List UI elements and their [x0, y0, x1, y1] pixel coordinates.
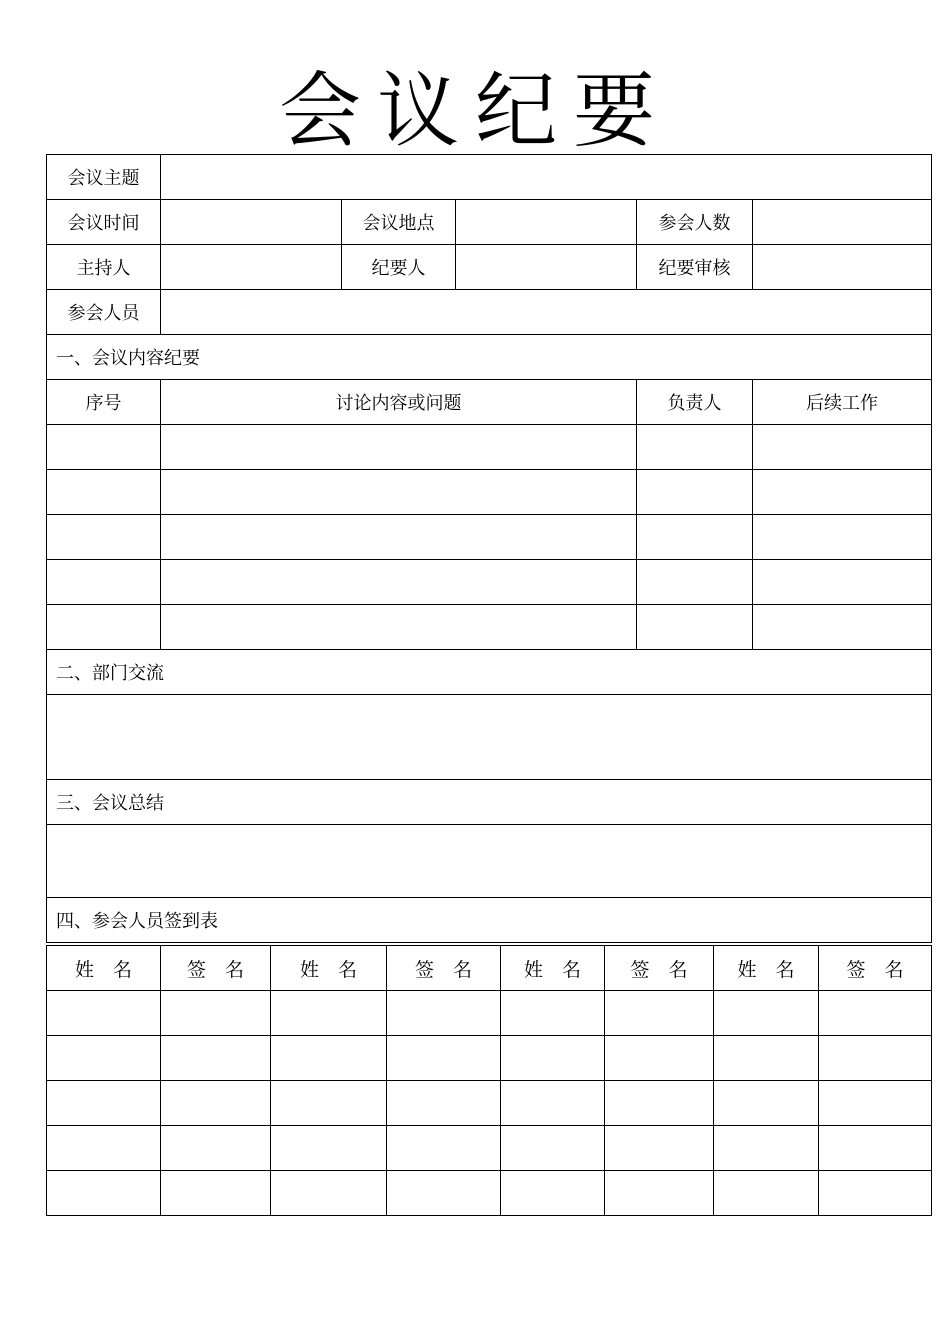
column-header-signature: 签 名	[605, 946, 714, 991]
recorder-label: 纪要人	[342, 245, 456, 290]
name-cell[interactable]	[271, 1171, 387, 1216]
name-cell[interactable]	[714, 1081, 819, 1126]
signature-cell[interactable]	[605, 1081, 714, 1126]
name-cell[interactable]	[501, 1081, 605, 1126]
section3-heading-row	[47, 780, 932, 825]
section3-content-row	[47, 825, 932, 898]
signature-cell[interactable]	[387, 1036, 501, 1081]
signature-cell[interactable]	[605, 1171, 714, 1216]
document-title: 会议纪要	[278, 64, 671, 159]
table-row	[47, 470, 932, 515]
name-cell[interactable]	[714, 1171, 819, 1216]
signature-cell[interactable]	[605, 1036, 714, 1081]
cell-followup[interactable]	[753, 470, 932, 515]
name-cell[interactable]	[501, 991, 605, 1036]
column-header-number: 序号	[47, 380, 161, 425]
section2-heading: 二、部门交流	[47, 650, 932, 695]
location-label: 会议地点	[342, 200, 456, 245]
topic-row	[47, 155, 932, 200]
attendees-field[interactable]	[161, 290, 932, 335]
signature-cell[interactable]	[605, 1126, 714, 1171]
name-cell[interactable]	[47, 991, 161, 1036]
signature-cell[interactable]	[819, 1126, 932, 1171]
time-label: 会议时间	[47, 200, 161, 245]
cell-followup[interactable]	[753, 425, 932, 470]
name-cell[interactable]	[271, 991, 387, 1036]
cell-followup[interactable]	[753, 605, 932, 650]
host-field[interactable]	[161, 245, 342, 290]
topic-field[interactable]	[161, 155, 932, 200]
cell-number[interactable]	[47, 605, 161, 650]
section4-heading: 四、参会人员签到表	[47, 898, 932, 943]
attendee-count-field[interactable]	[753, 200, 932, 245]
name-cell[interactable]	[714, 991, 819, 1036]
time-location-row	[47, 200, 932, 245]
cell-owner[interactable]	[637, 515, 753, 560]
meeting-summary-field[interactable]	[47, 825, 932, 898]
column-header-topic: 讨论内容或问题	[161, 380, 637, 425]
column-header-followup: 后续工作	[753, 380, 932, 425]
section1-heading-row	[47, 335, 932, 380]
signature-cell[interactable]	[819, 1036, 932, 1081]
signature-cell[interactable]	[387, 1126, 501, 1171]
reviewer-field[interactable]	[753, 245, 932, 290]
cell-owner[interactable]	[637, 425, 753, 470]
name-cell[interactable]	[271, 1081, 387, 1126]
signature-cell[interactable]	[605, 991, 714, 1036]
name-cell[interactable]	[47, 1036, 161, 1081]
sign-in-sheet	[46, 945, 932, 1216]
section1-header-row	[47, 380, 932, 425]
signature-cell[interactable]	[161, 991, 271, 1036]
table-row	[47, 1081, 932, 1126]
signature-cell[interactable]	[161, 1126, 271, 1171]
attendee-count-label: 参会人数	[637, 200, 753, 245]
cell-owner[interactable]	[637, 470, 753, 515]
signature-cell[interactable]	[387, 1081, 501, 1126]
sign-in-header-row	[47, 946, 932, 991]
location-field[interactable]	[456, 200, 637, 245]
host-recorder-row	[47, 245, 932, 290]
cell-topic[interactable]	[161, 560, 637, 605]
topic-label: 会议主题	[47, 155, 161, 200]
table-row	[47, 425, 932, 470]
table-row	[47, 991, 932, 1036]
cell-owner[interactable]	[637, 605, 753, 650]
name-cell[interactable]	[47, 1126, 161, 1171]
cell-owner[interactable]	[637, 560, 753, 605]
cell-topic[interactable]	[161, 515, 637, 560]
name-cell[interactable]	[47, 1081, 161, 1126]
signature-cell[interactable]	[819, 1081, 932, 1126]
name-cell[interactable]	[501, 1126, 605, 1171]
signature-cell[interactable]	[819, 991, 932, 1036]
section3-heading: 三、会议总结	[47, 780, 932, 825]
department-exchange-field[interactable]	[47, 695, 932, 780]
name-cell[interactable]	[271, 1036, 387, 1081]
name-cell[interactable]	[47, 1171, 161, 1216]
time-field[interactable]	[161, 200, 342, 245]
signature-cell[interactable]	[161, 1171, 271, 1216]
signature-cell[interactable]	[819, 1171, 932, 1216]
column-header-name: 姓 名	[714, 946, 819, 991]
section4-heading-row	[47, 898, 932, 943]
table-row	[47, 1036, 932, 1081]
cell-number[interactable]	[47, 560, 161, 605]
attendees-label: 参会人员	[47, 290, 161, 335]
host-label: 主持人	[47, 245, 161, 290]
name-cell[interactable]	[501, 1036, 605, 1081]
name-cell[interactable]	[271, 1126, 387, 1171]
section2-heading-row	[47, 650, 932, 695]
signature-cell[interactable]	[161, 1036, 271, 1081]
table-row	[47, 605, 932, 650]
cell-followup[interactable]	[753, 560, 932, 605]
table-row	[47, 1171, 932, 1216]
cell-topic[interactable]	[161, 425, 637, 470]
cell-topic[interactable]	[161, 605, 637, 650]
minutes-form	[46, 154, 932, 943]
column-header-signature: 签 名	[161, 946, 271, 991]
table-row	[47, 515, 932, 560]
table-row	[47, 1126, 932, 1171]
attendees-row	[47, 290, 932, 335]
column-header-name: 姓 名	[271, 946, 387, 991]
table-row	[47, 560, 932, 605]
reviewer-label: 纪要审核	[637, 245, 753, 290]
column-header-signature: 签 名	[387, 946, 501, 991]
signature-cell[interactable]	[387, 1171, 501, 1216]
column-header-owner: 负责人	[637, 380, 753, 425]
signature-cell[interactable]	[387, 991, 501, 1036]
name-cell[interactable]	[714, 1036, 819, 1081]
cell-followup[interactable]	[753, 515, 932, 560]
column-header-signature: 签 名	[819, 946, 932, 991]
column-header-name: 姓 名	[47, 946, 161, 991]
cell-topic[interactable]	[161, 470, 637, 515]
recorder-field[interactable]	[456, 245, 637, 290]
section2-content-row	[47, 695, 932, 780]
column-header-name: 姓 名	[501, 946, 605, 991]
cell-number[interactable]	[47, 425, 161, 470]
cell-number[interactable]	[47, 515, 161, 560]
name-cell[interactable]	[501, 1171, 605, 1216]
section1-heading: 一、会议内容纪要	[47, 335, 932, 380]
cell-number[interactable]	[47, 470, 161, 515]
signature-cell[interactable]	[161, 1081, 271, 1126]
name-cell[interactable]	[714, 1126, 819, 1171]
